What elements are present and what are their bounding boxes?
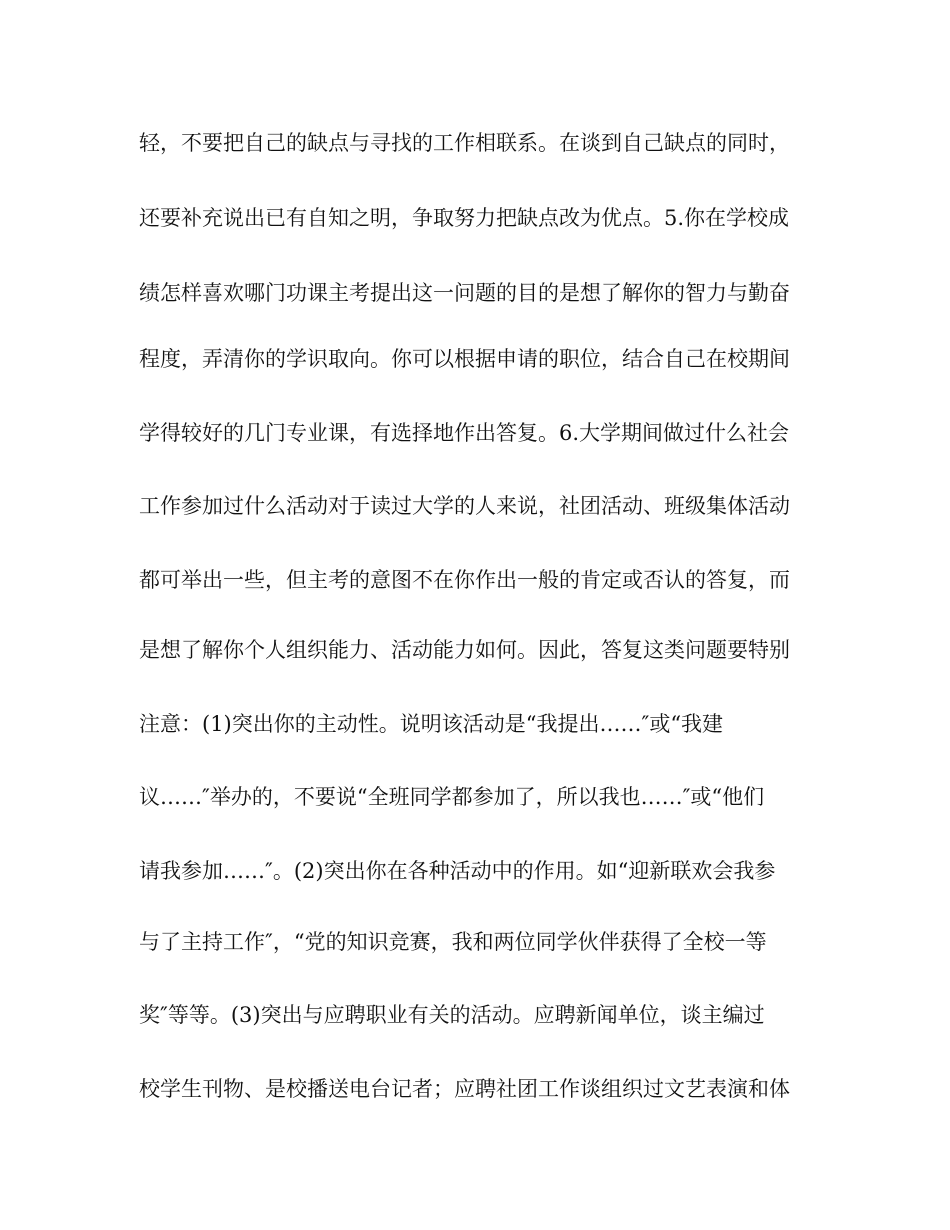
text-line: 工作参加过什么活动对于读过大学的人来说，社团活动、班级集体活动 [139,494,790,518]
text-line: 注意：(1)突出你的主动性。说明该活动是“我提出……″或“我建 [139,712,724,736]
text-line: 还要补充说出已有自知之明，争取努力把缺点改为优点。5.你在学校成 [139,206,790,230]
text-line: 与了主持工作″，“党的知识竞赛，我和两位同学伙伴获得了全校一等 [139,930,767,954]
text-line: 学得较好的几门专业课，有选择地作出答复。6.大学期间做过什么社会 [139,421,790,445]
text-line: 都可举出一些，但主考的意图不在你作出一般的肯定或否认的答复，而 [139,568,790,592]
text-line: 程度，弄清你的学识取向。你可以根据申请的职位，结合自己在校期间 [139,347,790,371]
text-line: 校学生刊物、是校播送电台记者；应聘社团工作谈组织过文艺表演和体 [139,1077,790,1101]
text-line: 是想了解你个人组织能力、活动能力如何。因此，答复这类问题要特别 [139,638,790,662]
text-line: 轻，不要把自己的缺点与寻找的工作相联系。在谈到自己缺点的同时， [139,131,790,155]
text-line: 请我参加……″。(2)突出你在各种活动中的作用。如“迎新联欢会我参 [139,859,776,883]
text-line: 议……″举办的，不要说“全班同学都参加了，所以我也……″或“他们 [139,785,765,809]
text-line: 奖″等等。(3)突出与应聘职业有关的活动。应聘新闻单位，谈主编过 [139,1003,765,1027]
text-line: 绩怎样喜欢哪门功课主考提出这一问题的目的是想了解你的智力与勤奋 [139,281,790,305]
